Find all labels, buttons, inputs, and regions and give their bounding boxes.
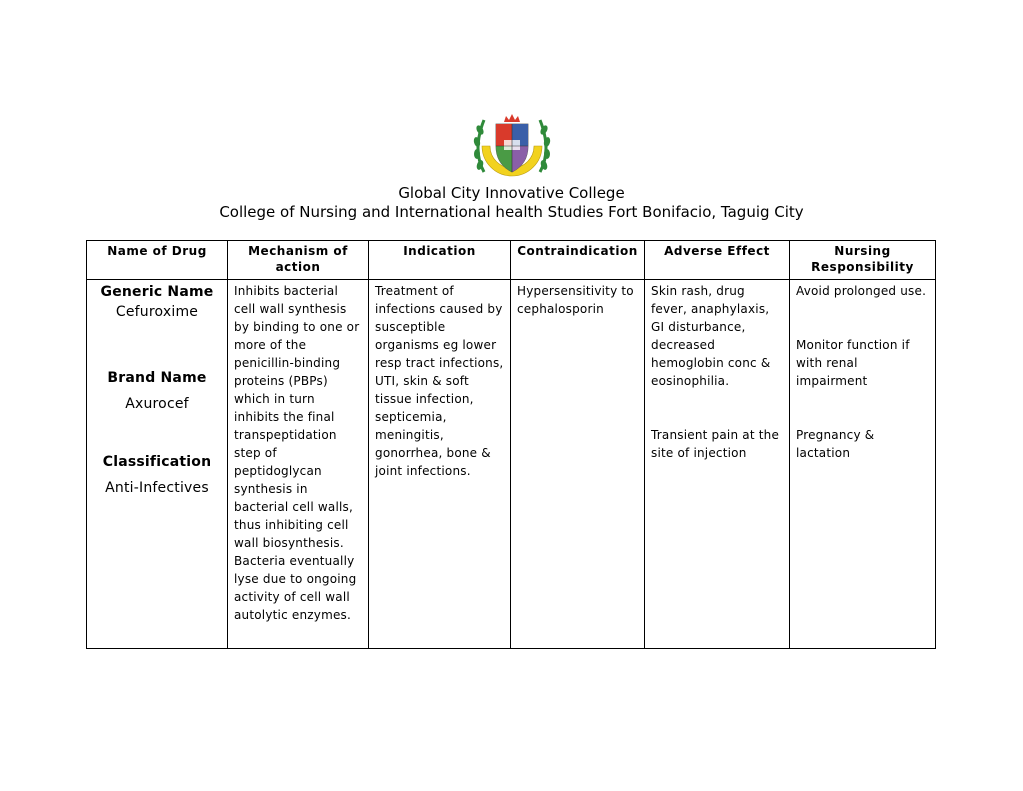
adverse-effect-text-2: Transient pain at the site of injection	[651, 428, 780, 460]
generic-name-value: Cefuroxime	[115, 304, 199, 320]
header-nursing-responsibility: Nursing Responsibility	[790, 241, 936, 280]
adverse-effect-cell	[645, 280, 790, 649]
brand-name-label: Brand Name	[107, 370, 207, 386]
college-logo	[466, 110, 558, 188]
header-mechanism: Mechanism of action	[228, 241, 369, 280]
college-subtitle: College of Nursing and International health Studies Fort Bonifacio, Taguig City	[219, 203, 804, 221]
institution-title: Global City Innovative College	[398, 184, 625, 202]
contraindication-cell: Hypersensitivity to cephalosporin	[511, 280, 645, 649]
nursing-responsibility-cell	[790, 280, 936, 649]
indication-cell: Treatment of infections caused by susceptible organisms eg lower resp tract infections, UTI, skin & soft tissue infection, septicemia, meningitis, gonorrhea, bone & joint infections.	[369, 280, 511, 649]
mechanism-cell: Inhibits bacterial cell wall synthesis by binding to one or more of the penicillin-binding proteins (PBPs) which in turn inhibits the final transpeptidation step of peptidoglycan synthesis in bacterial cell walls, thus inhibiting cell wall biosynthesis. Bacteria eventually lyse due to ongoing activity of cell wall autolytic enzymes.	[228, 280, 369, 649]
adverse-effect-text-1: Skin rash, drug fever, anaphylaxis, GI disturbance, decreased hemoglobin conc & eosinophilia.	[651, 284, 771, 388]
nursing-text-3: Pregnancy & lactation	[796, 428, 875, 460]
header-contraindication: Contraindication	[511, 241, 645, 280]
header-indication: Indication	[369, 241, 511, 280]
classification-label: Classification	[102, 454, 212, 470]
drug-name-cell	[87, 280, 228, 649]
header-adverse-effect: Adverse Effect	[645, 241, 790, 280]
brand-name-value: Axurocef	[125, 396, 189, 412]
table-header-row	[87, 241, 936, 280]
generic-name-label: Generic Name	[100, 284, 214, 300]
nursing-text-2: Monitor function if with renal impairment	[796, 338, 910, 388]
header-name-of-drug: Name of Drug	[87, 241, 228, 280]
table-row	[87, 280, 936, 649]
nursing-text-1: Avoid prolonged use.	[796, 284, 927, 298]
classification-value: Anti-Infectives	[105, 480, 209, 496]
drug-study-table	[86, 240, 936, 649]
